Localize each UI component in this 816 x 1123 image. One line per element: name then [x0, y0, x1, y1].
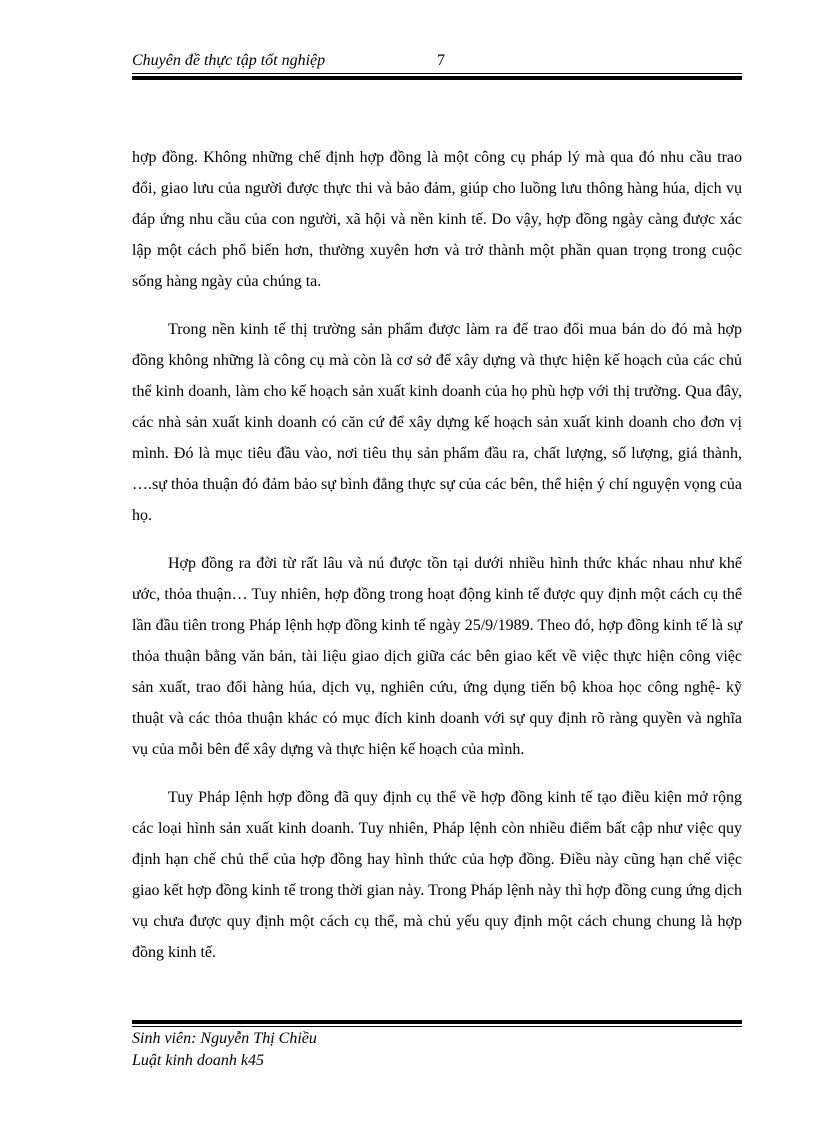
header-title: Chuyên đề thực tập tốt nghiệp	[132, 52, 326, 69]
paragraph-2: Trong nền kinh tế thị trường sản phẩm được làm ra để trao đổi mua bán do đó mà hợp đồng không những là công cụ mà còn là cơ sở để xây dựng và thực hiện kế hoạch của các chủ thể kinh doanh, làm cho kế hoạch sản xuất kinh doanh của họ phù hợp với thị trường. Qua đây, các nhà sản xuất kinh doanh có căn cứ để xây dựng kế hoạch sản xuất kinh doanh cho đơn vị mình. Đó là mục tiêu đầu vào, nơi tiêu thụ sản phẩm đầu ra, chất lượng, số lượng, giá thành, ….sự thỏa thuận đó đảm bảo sự bình đẳng thực sự của các bên, thể hiện ý chí nguyện vọng của họ.	[132, 321, 742, 524]
document-body	[132, 142, 742, 985]
footer-student: Sinh viên: Nguyễn Thị Chiều	[132, 1030, 317, 1047]
paragraph-4: Tuy Pháp lệnh hợp đồng đã quy định cụ thể về hợp đồng kinh tế tạo điều kiện mở rộng các loại hình sản xuất kinh doanh. Tuy nhiên, Pháp lệnh còn nhiều điểm bất cập như việc quy định hạn chế chủ thể của hợp đồng hay hình thức của hợp đồng. Điều này cũng hạn chế việc giao kết hợp đồng kinh tế trong thời gian này. Trong Pháp lệnh này thì hợp đồng cung ứng dịch vụ chưa được quy định một cách cụ thể, mà chủ yếu quy định một cách chung chung là hợp đồng kinh tế.	[132, 789, 742, 961]
page-footer	[132, 1028, 317, 1072]
footer-rule-thick	[132, 1020, 742, 1024]
footer-class: Luật kinh doanh k45	[132, 1052, 264, 1069]
page-number: 7	[437, 52, 445, 69]
page-header	[132, 52, 714, 72]
paragraph-3: Hợp đồng ra đời từ rất lâu và nú được tồn tại dưới nhiều hình thức khác nhau như khế ước, thỏa thuận… Tuy nhiên, hợp đồng trong hoạt động kinh tế được quy định một cách cụ thể lần đầu tiên trong Pháp lệnh hợp đồng kinh tế ngày 25/9/1989. Theo đó, hợp đồng kinh tế là sự thỏa thuận bằng văn bản, tài liệu giao dịch giữa các bên giao kết về việc thực hiện công việc sản xuất, trao đổi hàng húa, dịch vụ, nghiên cứu, ứng dụng tiến bộ khoa học công nghệ- kỹ thuật và các thỏa thuận khác có mục đích kinh doanh với sự quy định rõ ràng quyền và nghĩa vụ của mỗi bên để xây dựng và thực hiện kế hoạch của mình.	[132, 555, 742, 758]
paragraph-1: hợp đồng. Không những chế định hợp đồng là một công cụ pháp lý mà qua đó nhu cầu trao đổi, giao lưu của người được thực thi và bảo đảm, giúp cho luồng lưu thông hàng húa, dịch vụ đáp ứng nhu cầu của con người, xã hội và nền kinh tế. Do vậy, hợp đồng ngày càng được xác lập một cách phổ biến hơn, thường xuyên hơn và trở thành một phần quan trọng trong cuộc sống hàng ngày của chúng ta.	[132, 149, 742, 290]
header-rule-thick	[132, 76, 742, 80]
header-rule-thin	[132, 73, 742, 74]
footer-rule-thin	[132, 1026, 742, 1027]
